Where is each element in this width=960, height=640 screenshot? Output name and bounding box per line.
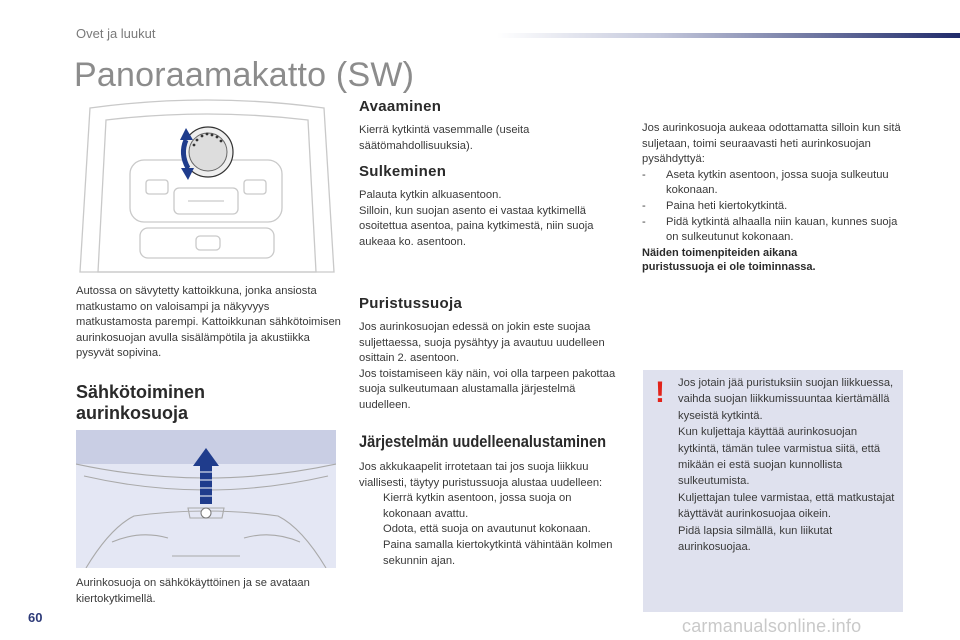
roof-console-illustration xyxy=(76,96,338,274)
unexpected-open-list xyxy=(642,168,904,246)
car-interior-illustration xyxy=(76,430,336,568)
reinit-heading: Järjestelmän uudelleenalustaminen xyxy=(359,432,607,451)
sulkeminen-text-2: Silloin, kun suojan asento ei vastaa kytkimellä osoitettua asentoa, paina kytkimestä, niin suoja aukeaa ko. asentoon. xyxy=(359,204,594,248)
reinit-list xyxy=(359,491,621,569)
section-heading-line-2: aurinkosuoja xyxy=(76,403,189,423)
header-gradient-bar xyxy=(497,33,960,38)
sulkeminen-text-1: Palauta kytkin alkuasentoon. xyxy=(359,189,502,201)
sulkeminen-heading: Sulkeminen xyxy=(359,163,447,180)
section-heading xyxy=(76,382,344,424)
list-item: Odota, että suoja on avautunut kokonaan. xyxy=(383,523,591,536)
section-title: Ovet ja luukut xyxy=(76,26,156,41)
section-heading-line-1: Sähkötoiminen xyxy=(76,382,206,402)
puristussuoja-heading: Puristussuoja xyxy=(359,295,463,312)
list-item: Kierrä kytkin asentoon, jossa suoja on kokonaan avattu. xyxy=(383,492,572,520)
warning-exclamation-icon: ! xyxy=(655,376,665,409)
list-item: - Aseta kytkin asentoon, jossa suoja sulkeutuu kokonaan. xyxy=(642,168,889,197)
list-item: - Paina heti kiertokytkintä. xyxy=(642,199,904,215)
warning-line-2: Kun kuljettaja käyttää aurinkosuojan kytkintä, tämän tulee varmistua siitä, että mikään ei estä suojan kunnollista sulkeutumista. xyxy=(678,426,881,488)
dash-bullet: - xyxy=(642,215,646,228)
page-number: 60 xyxy=(28,610,43,625)
avaaminen-section xyxy=(359,98,621,154)
image-caption: Aurinkosuoja on sähkökäyttöinen ja se avataan kiertokytkimellä. xyxy=(76,577,310,605)
list-item: Paina samalla kiertokytkintä vähintään kolmen sekunnin ajan. xyxy=(383,538,613,567)
list-item: - Pidä kytkintä alhaalla niin kauan, kunnes suoja on sulkeutunut kokonaan. xyxy=(642,215,898,244)
sulkeminen-section xyxy=(359,163,621,250)
warning-text xyxy=(678,375,898,555)
watermark: carmanualsonline.info xyxy=(682,616,862,636)
inactive-note: Näiden toimenpiteiden aikana puristussuoja ei ole toiminnassa. xyxy=(642,246,816,273)
dash-bullet: - xyxy=(642,199,646,212)
dash-bullet: - xyxy=(642,168,646,181)
unexpected-open-text: Jos aurinkosuoja aukeaa odottamatta silloin kun sitä suljetaan, toimi seuraavasti heti aurinkosuojan pysähdyttyä: xyxy=(642,122,901,166)
warning-line-4: Pidä lapsia silmällä, kun liikutat aurinkosuojaa. xyxy=(678,524,833,554)
warning-line-3: Kuljettajan tulee varmistaa, että matkustajat käyttävät aurinkosuojaa oikein. xyxy=(678,491,895,521)
reinit-text: Jos akkukaapelit irrotetaan tai jos suoja liikkuu viallisesti, täytyy puristussuoja alustaa uudelleen: xyxy=(359,461,603,489)
intro-text: Autossa on sävytetty kattoikkuna, jonka ansiosta matkustamo on valoisampi ja näkyvyys matkustamosta parempi. Kattoikkunan sähkötoimisen aurinkosuojan avulla sisälämpötila ja akustiikka pysyvät sopivina. xyxy=(76,285,341,360)
warning-line-1: Jos jotain jää puristuksiin suojan liikkuessa, vaihda suojan liikkumissuuntaa kiertämällä kyseistä kytkintä. xyxy=(678,377,894,422)
puristussuoja-text-1: Jos aurinkosuojan edessä on jokin este suojaa suljettaessa, suoja pysähtyy ja avautuu uudelleen osittain 2. asentoon. xyxy=(359,321,605,365)
puristussuoja-section xyxy=(359,295,621,414)
reinit-section xyxy=(359,432,621,569)
avaaminen-heading: Avaaminen xyxy=(359,98,442,115)
puristussuoja-text-2: Jos toistamiseen käy näin, voi olla tarpeen pakottaa suoja sulkeutumaan alustamalla järjestelmä uudelleen. xyxy=(359,367,616,411)
page-title: Panoraamakatto (SW) xyxy=(74,56,415,94)
avaaminen-text: Kierrä kytkintä vasemmalle (useita säätömahdollisuuksia). xyxy=(359,124,530,152)
unexpected-open-section xyxy=(642,121,904,274)
